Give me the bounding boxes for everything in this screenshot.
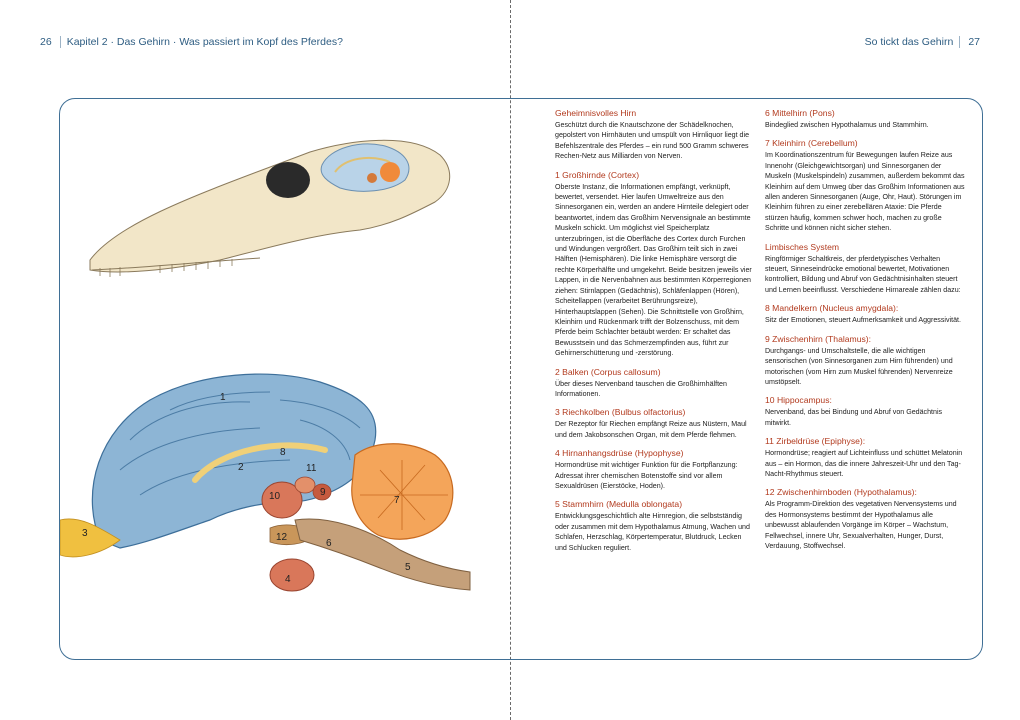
- section-heading: 7 Kleinhirn (Cerebellum): [765, 138, 858, 149]
- section-body: Geschützt durch die Knautschzone der Schädelknochen, gepolstert von Hirnhäuten und umspült von Hirnliquor liegt die Befehlszentrale des Pferdes – ein rund 500 Gramm schweres Rechen-Netz aus Milliarden von Nerven.: [555, 121, 750, 161]
- figure-label: 1: [220, 392, 226, 403]
- section-heading: 12 Zwischenhirnboden (Hypothalamus):: [765, 487, 917, 498]
- section-body: Bindeglied zwischen Hypothalamus und Stammhirn.: [765, 121, 929, 129]
- section: [555, 170, 755, 359]
- section-heading: 1 Großhirnde (Cortex): [555, 169, 640, 180]
- brain-cross-section: [60, 374, 470, 591]
- section-heading: Limbisches System: [765, 241, 840, 252]
- section-body: Über dieses Nervenband tauschen die Großhirnhälften Informationen.: [555, 379, 727, 398]
- section-body: Oberste Instanz, die Informationen empfängt, verknüpft, bewertet, versendet. Hier laufen Umweltreize aus den Sinnesorganen ein, werden an andere Hirnteile delegiert oder beantwortet, indem das Großhirn Nervensignale an bestimmte Muskeln schickt. Um möglichst viel Speicherplatz unterzubringen, ist die Oberfläche des Cortex durch Furchen und Windungen vergrößert. Das Großhirn teilt sich in zwei Hälften (Hemisphären). Die linke Hemisphäre versorgt die rechte Körperhälfte und umgekehrt. Beide besitzen jeweils vier Lappen, in die Nervenbahnen aus bestimmten Körperregionen ziehen: Stirnlappen (Gedächtnis), Schläfenlappen (Hören), Scheitellappen (verarbeitet Berührungsreize), Hinterhauptslappen (Sehen). Die Schnittstelle von Großhirn, Kleinhirn und Rückenmark trifft der Bolzenschuss, mit dem Pferde beim Schlachter betäubt werden: Er schaltet das Bewusstsein und das Schmerzempfinden aus, führt zur Gehirnerschütterung und -zerstörung.: [555, 182, 752, 358]
- section-heading: 4 Hirnanhangsdrüse (Hypophyse): [555, 448, 684, 459]
- section-body: Nervenband, das bei Bindung und Abruf von Gedächtnis mitwirkt.: [765, 408, 943, 427]
- section-body: Als Programm-Direktion des vegetativen Nervensystems und des Hormonsystems bestimmt der Hypothalamus alle unbewusst ablaufenden Vorgänge im Körper – Wachstum, Fellwechsel, innere Uhr, Sexualverhalten, Hunger, Durst, Verdauung, Stoffwechsel.: [765, 500, 957, 550]
- section-body: Der Rezeptor für Riechen empfängt Reize aus Nüstern, Maul und dem Jakobsonschen Organ, mit dem Pferde flehmen.: [555, 420, 747, 439]
- section: [555, 108, 755, 162]
- brain-illustration: [60, 110, 500, 610]
- figure-label: 2: [238, 462, 244, 473]
- section-body: Hormondrüse mit wichtiger Funktion für die Fortpflanzung: Adressat ihrer chemischen Botenstoffe sind vor allem Sexualdrüsen (Eierstöcke, Hoden).: [555, 461, 738, 490]
- section: [555, 407, 755, 440]
- section: [765, 138, 965, 233]
- section-heading: 3 Riechkolben (Bulbus olfactorius): [555, 407, 686, 418]
- section-heading: 10 Hippocampus:: [765, 395, 832, 406]
- section-heading: 5 Stammhirn (Medulla oblongata): [555, 499, 683, 510]
- text-column-left: [555, 108, 755, 561]
- figure-label: 8: [280, 447, 286, 458]
- figure-label: 10: [269, 491, 281, 502]
- section-body: Ringförmiger Schaltkreis, der pferdetypisches Verhalten steuert, Sinneseindrücke emotional bewertet, Motivationen kontrolliert, Bildung und Abruf von Gedächtnisinhalten steuert und Lernen beeinflusst. Verschiedene Hirnareale zählen dazu:: [765, 254, 961, 294]
- section-body: Im Koordinationszentrum für Bewegungen laufen Reize aus Innenohr (Gleichgewichtsorgan) und Sinnesorganen der Muskeln (Muskelspindeln) zusammen, außerdem bekommt das Kleinhirn auf dem Umweg über das Großhirn Informationen aus allen anderen Sinnesorganen (Auge, Ohr, Haut). Störungen im Kleinhirn führen zu einer zerebellären Ataxie: Die Pferde stürzen häufig, kommen schwer hoch, machen zu große Schritte und können nicht sicher stehen.: [765, 151, 965, 233]
- figure-label: 9: [320, 487, 326, 498]
- figure-label: 6: [326, 538, 332, 549]
- section: [555, 367, 755, 400]
- right-page-number: 27: [959, 36, 980, 48]
- section-title: So tickt das Gehirn: [864, 36, 954, 48]
- section: [765, 303, 965, 325]
- section-body: Hormondrüse; reagiert auf Lichteinfluss und schüttet Melatonin aus – ein Hormon, das die innere Jahreszeit-Uhr und den Tag-Nacht-Rhythmus steuert.: [765, 449, 963, 478]
- section: [765, 334, 965, 388]
- left-page-header: [40, 36, 343, 48]
- section: [555, 448, 755, 491]
- right-page-header: [865, 36, 980, 48]
- horse-skull-drawing: [90, 140, 450, 277]
- section-body: Sitz der Emotionen, steuert Aufmerksamkeit und Aggressivität.: [765, 316, 961, 325]
- section: [555, 499, 755, 553]
- section-body: Entwicklungsgeschichtlich alte Hirnregion, die selbstständig oder zusammen mit dem Hypothalamus Atmung, Wachen und Schlafen, Herzschlag, Körpertemperatur, Blutdruck, Lecken und Schlucken reguliert.: [555, 512, 750, 552]
- text-column-right: [765, 108, 965, 559]
- section: [765, 436, 965, 479]
- section-heading: 8 Mandelkern (Nucleus amygdala):: [765, 303, 899, 314]
- section-heading: 6 Mittelhirn (Pons): [765, 108, 835, 118]
- figure-label: 11: [306, 463, 317, 474]
- section-heading: 2 Balken (Corpus callosum): [555, 366, 661, 377]
- section: [765, 487, 965, 551]
- figure-label: 7: [394, 495, 400, 506]
- figure-label: 4: [285, 574, 291, 585]
- figure-label: 12: [276, 532, 288, 543]
- section-body: Durchgangs- und Umschaltstelle, die alle wichtigen sensorischen (von Sinnesorganen zum Hirn führenden) und motorischen (vom Hirn zum Muskel führenden) Nervenreize umstöpselt.: [765, 346, 953, 386]
- section-heading: 9 Zwischenhirn (Thalamus):: [765, 333, 872, 344]
- figure-label: 5: [405, 562, 411, 573]
- section: [765, 395, 965, 428]
- figure-label: 3: [82, 528, 88, 539]
- section: [765, 108, 965, 130]
- section-heading: Geheimnisvolles Hirn: [555, 108, 637, 118]
- section-heading: 11 Zirbeldrüse (Epiphyse):: [765, 436, 866, 447]
- chapter-title: Kapitel 2 · Das Gehirn · Was passiert im Kopf des Pferdes?: [66, 36, 343, 48]
- left-page-number: 26: [40, 36, 61, 48]
- section: [765, 242, 965, 296]
